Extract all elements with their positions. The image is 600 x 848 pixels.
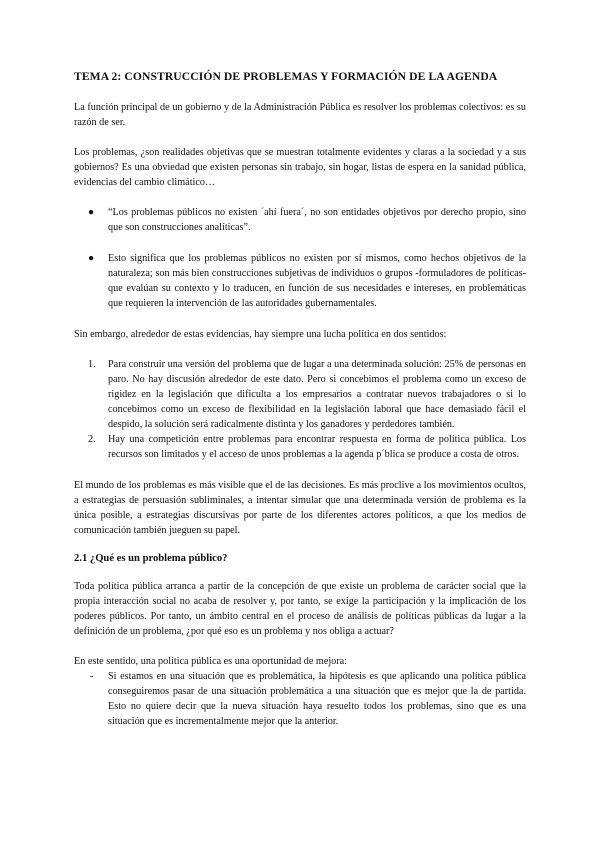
policy-paragraph: Toda política pública arranca a partir de la concepción de que existe un problema de carácter social que la propia interacción social no acaba de resolver y, por tanto, se exige la participación y la implicación de los poderes públicos. Por tanto, un ámbito central en el proceso de análisis de políticas públicas da lugar a la definición de un problema, ¿por qué eso es un problema y nos obliga a actuar? [74,581,526,637]
document-title: TEMA 2: CONSTRUCCIÓN DE PROBLEMAS Y FORMACIÓN DE LA AGENDA [74,70,498,83]
list-number: 2. [88,434,96,445]
list-item [74,251,526,311]
bullet-icon: ● [88,207,95,218]
list-text: Hay una competición entre problemas para encontrar respuesta en forma de política pública. Los recursos son limitados y el acceso de unos problemas a la agenda p´blica se produce a costa de otros. [108,434,526,460]
bullet-text: Esto significa que los problemas públicos no existen por sí mismos, como hechos objetivos de la naturaleza; son más bien construcciones subjetivas de individuos o grupos -formuladores de políticas- que evalúan su contexto y lo traducen, en función de sus necesidades e intereses, en problemáticas que requieren la intervención de las autoridades gubernamentales. [108,253,526,309]
bullet-text: “Los problemas públicos no existen ´ahí fuera´, no son entidades objetivos por derecho propio, sino que son construcciones analíticas”. [108,207,526,233]
list-number: 1. [88,359,96,370]
intro-paragraph: La función principal de un gobierno y de la Administración Pública es resolver los problemas colectivos: es su razón de ser. [74,102,526,128]
dash-list [74,669,526,729]
section-heading: 2.1 ¿Qué es un problema público? [74,553,228,564]
struggle-paragraph: Sin embargo, alrededor de estas evidencias, hay siempre una lucha política en dos sentidos: [74,329,447,340]
list-item [74,669,526,729]
world-paragraph: El mundo de los problemas es más visible que el de las decisiones. Es más proclive a los movimientos ocultos, a estrategias de persuasión subliminales, a intentar simular que una determinada versión de problema es la única posible, a estrategias discursivas por parte de los diferentes actores políticos, a que los medios de comunicación también jueguen su papel. [74,480,526,536]
list-item [74,205,526,235]
dash-text: Si estamos en una situación que es problemática, la hipótesis es que aplicando una política pública conseguiremos pasar de una situación problemática a una situación que es mejor que la de partida. Esto no quiere decir que la nueva situación haya resuelto todos los problemas, sino que es una situación que es incrementalmente mejor que la anterior. [108,671,526,727]
numbered-list [74,357,526,462]
list-item [74,432,526,462]
problems-paragraph: Los problemas, ¿son realidades objetivas que se muestran totalmente evidentes y claras a la sociedad y a sus gobiernos? Es una obviedad que existen personas sin trabajo, sin hogar, listas de espera en la sanidad pública, evidencias del cambio climático… [74,147,526,188]
dash-icon: - [90,671,94,682]
opportunity-paragraph: En este sentido, una política pública es una oportunidad de mejora: [74,656,348,667]
bullet-list [74,205,526,311]
list-item [74,357,526,432]
bullet-icon: ● [88,253,95,264]
list-text: Para construir una versión del problema que de lugar a una determinada solución: 25% de personas en paro. No hay discusión alrededor de este dato. Pero si concebimos el problema como un exceso de rigidez en la legislación que dificulta a los empresarios a contratar nuevos trabajadores o si lo concebimos como un exceso de flexibilidad en la legislación laboral que hace demasiado fácil el despido, la solución será radicalmente distinta y los ganadores y perdedores también. [108,359,526,430]
document-page [74,70,526,729]
